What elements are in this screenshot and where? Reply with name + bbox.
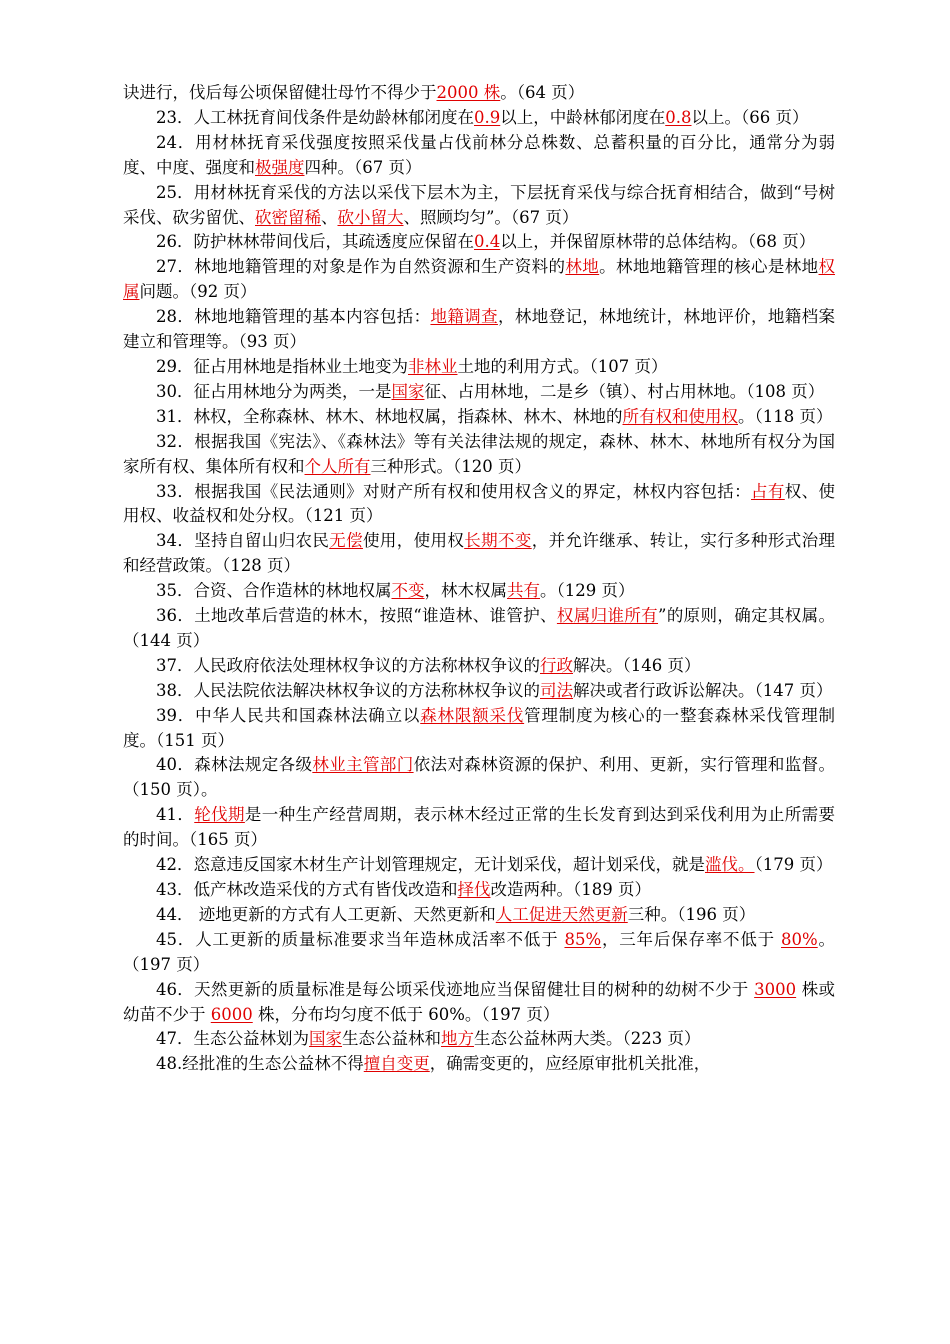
question-text: 依法对森林资源的保护、利用、更新，实行管理和监督。（150 页）。: [123, 755, 836, 800]
answer-text: 地方: [441, 1029, 474, 1049]
question-item: [123, 928, 835, 978]
answer-text: 0.4: [474, 232, 501, 252]
question-item: [123, 1027, 835, 1052]
question-text: 。（118 页）: [738, 406, 833, 426]
answer-text: 林业主管部门: [312, 755, 414, 775]
answer-text: 择伐: [457, 880, 491, 899]
question-item: [123, 978, 835, 1028]
answer-text: 占有: [751, 481, 785, 501]
question-item: [123, 181, 835, 231]
answer-text: 不变: [391, 581, 425, 601]
question-text: 征、占用林地，二是乡（镇）、村占用林地。（108 页）: [424, 381, 825, 401]
answer-text: 3000: [754, 979, 797, 999]
question-item: [123, 230, 835, 255]
question-item: [123, 430, 835, 480]
question-text: 27．林地地籍管理的对象是作为自然资源和生产资料的: [156, 257, 566, 277]
answer-text: 6000: [210, 1004, 253, 1024]
question-text: 、照顾均匀”。（67 页）: [403, 207, 579, 227]
answer-text: 国家: [391, 381, 425, 401]
question-item: [123, 81, 835, 106]
question-text: 使用，使用权: [362, 531, 465, 551]
question-text: ，林地登记，林地统计，林地评价，地籍档案建立和管理等。（93 页）: [123, 307, 836, 352]
question-text: 40．森林法规定各级: [156, 755, 313, 775]
question-text: 28．林地地籍管理的基本内容包括：: [156, 307, 431, 327]
question-text: 33．根据我国《民法通则》对财产所有权和使用权含义的界定，林权内容包括：: [156, 481, 752, 501]
question-item: [123, 679, 835, 704]
question-item: [123, 1052, 835, 1077]
question-text: 41．: [156, 805, 195, 825]
answer-text: 行政: [540, 655, 573, 675]
question-text: 31．林权，全称森林、林木、林地权属，指森林、林木、林地的: [156, 406, 623, 426]
answer-text: 长期不变: [464, 531, 532, 551]
answer-text: 85%: [564, 929, 602, 949]
question-item: [123, 131, 835, 181]
question-text: 47．生态公益林划为: [156, 1029, 309, 1049]
question-item: [123, 853, 835, 878]
question-text: 。（197 页）: [123, 929, 836, 974]
question-item: [123, 604, 835, 654]
question-text: 43．低产林改造采伐的方式有皆伐改造和: [156, 880, 458, 899]
answer-text: 轮伐期: [194, 805, 245, 825]
answer-text: 0.8: [665, 107, 692, 127]
question-text: ，确需变更的，应经原审批机关批准，: [429, 1054, 711, 1074]
question-text: 以上，中龄林郁闭度在: [500, 107, 666, 127]
question-text: 改造两种。（189 页）: [490, 880, 651, 899]
question-item: [123, 255, 835, 305]
question-text: 29．征占用林地是指林业土地变为: [156, 356, 408, 376]
question-item: [123, 878, 835, 903]
answer-text: 林地: [565, 257, 600, 277]
question-text: 解决。（146 页）: [573, 655, 701, 675]
answer-text: 0.9: [474, 107, 501, 127]
answer-text: 所有权和使用权: [622, 406, 738, 426]
question-text: 46．天然更新的质量标准是每公顷采伐迹地应当保留健壮目的树种的幼树不少于: [156, 979, 755, 999]
question-text: 。林地地籍管理的核心是林地: [599, 257, 819, 277]
question-text: 三种形式。（120 页）: [370, 456, 531, 476]
answer-text: 砍小留大: [337, 207, 404, 227]
question-text: 30．征占用林地分为两类，一是: [156, 381, 392, 401]
question-text: 37．人民政府依法处理林权争议的方法称林权争议的: [156, 655, 540, 675]
answer-text: 无偿: [329, 531, 363, 551]
answer-text: 国家: [309, 1029, 342, 1049]
question-text: 。（64 页）: [500, 83, 585, 102]
question-item: [123, 380, 835, 405]
question-item: [123, 405, 835, 430]
question-text: 38．人民法院依法解决林权争议的方法称林权争议的: [156, 680, 540, 700]
question-text: 解决或者行政诉讼解决。（147 页）: [573, 680, 833, 700]
question-text: 四种。（67 页）: [304, 157, 422, 177]
question-text: ，三年后保存率不低于: [601, 929, 782, 949]
question-text: 管理制度为核心的一整套森林采伐管理制度。（151 页）: [123, 705, 836, 750]
answer-text: 砍密留稀: [255, 207, 321, 227]
question-text: ，并允许继承、转让，实行多种形式治理和经营政策。（128 页）: [123, 531, 836, 576]
question-text: 25．用材林抚育采伐的方法以采伐下层木为主，下层抚育采伐与综合抚育相结合，做到“号树采伐、砍劣留优、: [123, 182, 835, 227]
answer-text: 共有: [507, 581, 540, 601]
question-item: [123, 654, 835, 679]
question-text: 问题。（92 页）: [139, 282, 257, 302]
question-text: 株或幼苗不少于: [123, 979, 835, 1024]
question-text: 44． 迹地更新的方式有人工更新、天然更新和: [156, 904, 496, 924]
question-item: [123, 704, 835, 754]
answer-text: 擅自变更: [363, 1054, 430, 1074]
question-text: （179 页）: [754, 855, 833, 875]
answer-text: 司法: [540, 680, 573, 700]
question-text: 39．中华人民共和国森林法确立以: [156, 705, 421, 725]
question-text: 34．坚持自留山归农民: [156, 531, 330, 551]
question-text: 48.经批准的生态公益林不得: [156, 1054, 364, 1074]
question-text: ”的原则，确定其权属。（144 页）: [123, 606, 835, 650]
answer-text: 权属归谁所有: [556, 606, 659, 626]
question-text: 是一种生产经营周期，表示林木经过正常的生长发育到达到采伐利用为止所需要的时间。（165 页）: [123, 805, 836, 850]
answer-text: 人工促进天然更新: [495, 904, 628, 924]
answer-text: 非林业: [408, 356, 458, 376]
question-text: 土地的利用方式。（107 页）: [457, 356, 668, 376]
question-item: [123, 803, 835, 853]
question-text: 三种。（196 页）: [627, 904, 756, 924]
question-text: 生态公益林两大类。（223 页）: [474, 1029, 701, 1049]
question-text: 生态公益林和: [342, 1029, 441, 1049]
question-text: 32．根据我国《宪法》、《森林法》等有关法律法规的规定，森林、林木、林地所有权分为国家所有权、集体所有权和: [123, 431, 835, 476]
answer-text: 地籍调查: [430, 307, 498, 327]
question-text: 36．土地改革后营造的林木，按照“谁造林、谁管护、: [156, 606, 557, 626]
question-item: [123, 106, 835, 131]
question-item: [123, 753, 835, 803]
question-item: [123, 305, 835, 355]
answer-text: 权属: [123, 257, 836, 302]
question-text: 以上，并保留原林带的总体结构。（68 页）: [500, 232, 816, 252]
question-item: [123, 355, 835, 380]
answer-text: 滥伐。: [705, 855, 755, 875]
question-text: 42．恣意违反国家木材生产计划管理规定，无计划采伐，超计划采伐，就是: [156, 855, 705, 875]
question-item: [123, 579, 835, 604]
question-item: [123, 529, 835, 579]
answer-text: 个人所有: [304, 456, 371, 476]
question-text: 35．合资、合作造林的林地权属: [156, 581, 392, 601]
question-text: 、: [321, 207, 338, 227]
question-text: 26．防护林林带间伐后，其疏透度应保留在: [156, 232, 474, 252]
question-text: 权、使用权、收益权和处分权。（121 页）: [123, 481, 836, 526]
document-page: [123, 81, 835, 1077]
question-item: [123, 903, 835, 928]
question-text: 45．人工更新的质量标准要求当年造林成活率不低于: [156, 929, 565, 949]
question-text: 。（129 页）: [540, 581, 635, 601]
question-text: 23．人工林抚育间伐条件是幼龄林郁闭度在: [156, 107, 474, 127]
answer-text: 森林限额采伐: [420, 705, 525, 725]
answer-text: 80%: [781, 929, 818, 949]
answer-text: 2000 株: [436, 83, 501, 102]
question-text: 株，分布均匀度不低于 60%。（197 页）: [252, 1004, 560, 1024]
answer-text: 极强度: [255, 157, 305, 177]
question-text: 以上。（66 页）: [691, 107, 809, 127]
question-text: 24．用材林抚育采伐强度按照采伐量占伐前林分总株数、总蓄积量的百分比，通常分为弱度、中度、强度和: [123, 132, 835, 177]
question-text: ，林木权属: [424, 581, 507, 601]
question-text: 诀进行，伐后每公顷保留健壮母竹不得少于: [123, 83, 437, 102]
question-item: [123, 480, 835, 530]
